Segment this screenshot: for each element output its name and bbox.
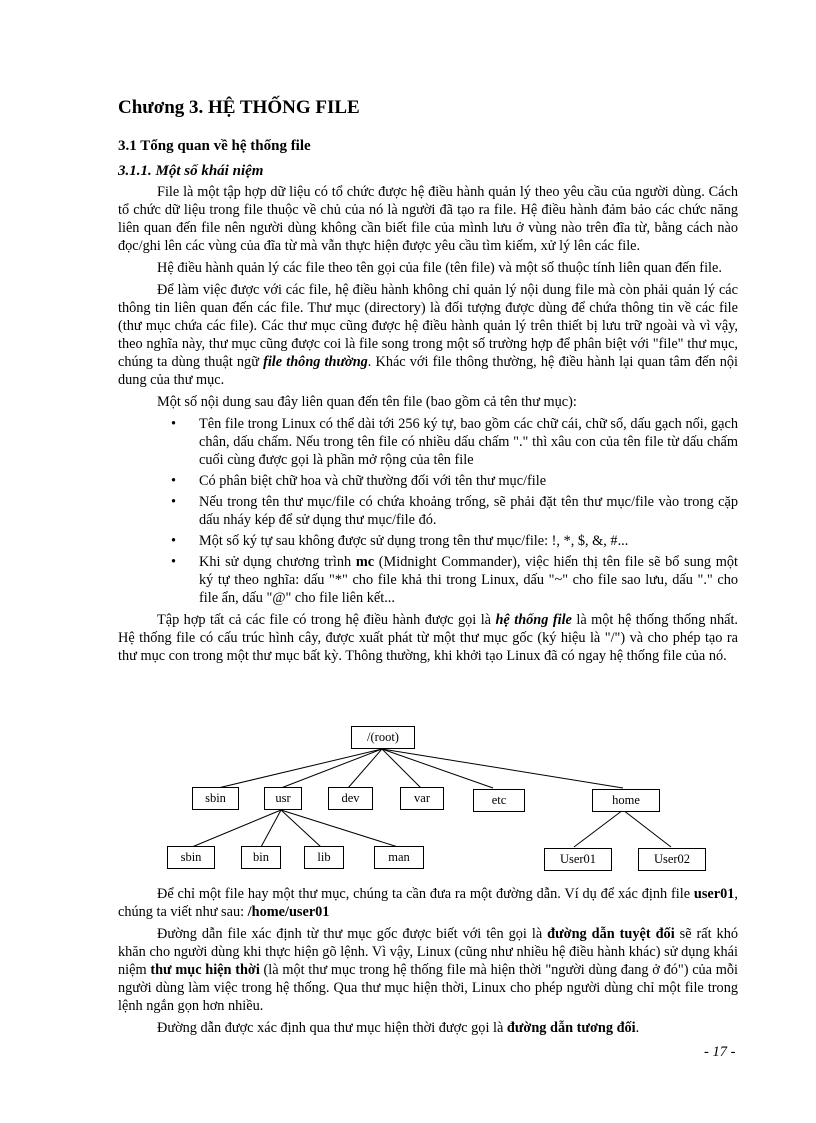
paragraph-text: . Khác với file thông thường, hệ điều hành lại quan tâm đến nội dung của thư mục.	[118, 354, 738, 388]
connector-line	[623, 810, 671, 847]
body-text-continued	[118, 885, 738, 1041]
paragraph	[118, 925, 738, 1015]
term-user01: user01	[693, 886, 735, 902]
paragraph-text: .	[635, 1020, 640, 1036]
tree-node: var	[400, 787, 444, 810]
tree-node: lib	[304, 846, 344, 869]
connector-line	[281, 810, 398, 847]
term-he-thong-file: hệ thống file	[495, 612, 572, 628]
term-thu-muc-hien-thoi: thư mục hiện thời	[150, 962, 260, 978]
connector-line	[218, 749, 382, 788]
list-item-text: Một số ký tự sau không được sử dụng trong tên thư mục/file: !, *, $, &, #...	[199, 533, 629, 549]
tree-node: dev	[328, 787, 373, 810]
term-duong-dan-tuong-doi: đường dẫn tương đối	[506, 1020, 636, 1036]
list-item-text: Khi sử dụng chương trình	[199, 554, 356, 570]
list-item-text: Nếu trong tên thư mục/file có chứa khoảng trống, sẽ phải đặt tên thư mục/file vào trong cặp dấu nháy kép để sử dụng thư mục/file đó.	[199, 494, 738, 528]
term-mc: mc	[355, 554, 375, 570]
paragraph	[118, 885, 738, 921]
paragraph	[118, 1019, 738, 1037]
connector-line	[382, 749, 623, 788]
term-file-thong-thuong: file thông thường	[263, 354, 368, 370]
paragraph: Hệ điều hành quản lý các file theo tên gọi của file (tên file) và một số thuộc tính liên quan đến file.	[157, 260, 722, 276]
tree-node: usr	[264, 787, 302, 810]
bullet-icon: •	[171, 473, 177, 489]
paragraph-text: , chúng ta viết như sau:	[118, 886, 738, 920]
list-item-text: Tên file trong Linux có thể dài tới 256 ký tự, bao gồm các chữ cái, chữ số, dấu gạch nối, gạch chân, dấu chấm. Nếu trong tên file có nhiều dấu chấm "." thì xâu con của tên file từ dấu chấm cuối cùng được gọi là phần mở rộng của tên file	[199, 416, 738, 468]
list-item-text: Có phân biệt chữ hoa và chữ thường đối với tên thư mục/file	[199, 473, 547, 489]
connector-line	[281, 810, 321, 847]
page-number: - 17 -	[704, 1044, 736, 1060]
tree-node: etc	[473, 789, 525, 812]
connector-line	[261, 810, 281, 847]
paragraph-text: Đường dẫn được xác định qua thư mục hiện thời được gọi là	[157, 1020, 507, 1036]
body-text	[118, 183, 738, 669]
tree-node-root: /(root)	[351, 726, 415, 749]
connector-line	[281, 749, 382, 788]
tree-node: sbin	[167, 846, 215, 869]
paragraph-text: Để làm việc được với các file, hệ điều hành không chỉ quản lý nội dung file mà còn phải quản lý các thông tin liên quan đến các file. Thư mục (directory) là đối tượng được dùng để chứa thông tin về các file (thư mục chứa các file). Các thư mục cũng được hệ điều hành quản lý trên thiết bị lưu trữ ngoài và vì vậy, theo nghĩa này, thư mục cũng được coi là file song trong một số trường hợp để phân biệt với "file" thư mục, chúng ta dùng thuật ngữ	[118, 282, 738, 370]
list-item	[171, 472, 738, 490]
tree-node: man	[374, 846, 424, 869]
bullet-icon: •	[171, 494, 177, 510]
subsection-title: 3.1.1. Một số khái niệm	[118, 163, 264, 179]
paragraph-text: Đường dẫn file xác định từ thư mục gốc được biết với tên gọi là	[157, 926, 548, 942]
paragraph	[118, 611, 738, 665]
list-item	[171, 553, 738, 607]
list-item	[171, 532, 738, 550]
paragraph: File là một tập hợp dữ liệu có tổ chức được hệ điều hành quản lý theo yêu cầu của người dùng. Cách tổ chức dữ liệu trong file thuộc về chủ của nó là người đã tạo ra file. Hệ điều hành đảm bảo các chức năng liên quan đến file nên người dùng không cần biết file của mình lưu ở vùng nào trên đĩa từ, bằng cách nào đọc/ghi lên các vùng của đĩa từ mà vẫn thực hiện được yêu cầu tìm kiếm, xử lý lên các file.	[118, 184, 738, 254]
connector-line	[574, 810, 623, 847]
paragraph-text: (là một thư mục trong hệ thống file mà hiện thời "người dùng đang ở đó") của mỗi người dùng làm việc trong hệ thống. Qua thư mục hiện thời, Linux cho phép người dùng chỉ một file trong lệnh ngắn gọn hơn nhiều.	[118, 962, 738, 1014]
tree-node: sbin	[192, 787, 239, 810]
paragraph	[118, 281, 738, 389]
connector-line	[382, 749, 493, 788]
paragraph-text: sẽ rất khó khăn cho người dùng khi thực hiện gõ lệnh. Vì vậy, Linux (cũng như nhiều hệ điều hành khác) sử dụng khái niệm	[118, 926, 738, 978]
bullet-icon: •	[171, 533, 177, 549]
connector-line	[348, 749, 382, 788]
list-item	[171, 415, 738, 469]
bullet-list	[118, 415, 738, 607]
bullet-icon: •	[171, 416, 177, 432]
tree-node: home	[592, 789, 660, 812]
paragraph-text: là một hệ thống thống nhất. Hệ thống file có cấu trúc hình cây, được xuất phát từ một thư mục gốc (ký hiệu là "/") và cho phép tạo ra thư mục con trong một thư mục bất kỳ. Thông thường, khi khởi tạo Linux đã có ngay hệ thống file của nó.	[118, 612, 739, 664]
tree-node: User01	[544, 848, 612, 871]
paragraph-text: Để chỉ một file hay một thư mục, chúng ta cần đưa ra một đường dẫn. Ví dụ để xác định file	[157, 886, 694, 902]
list-item	[171, 493, 738, 529]
chapter-title: Chương 3. HỆ THỐNG FILE	[118, 97, 360, 118]
tree-node: User02	[638, 848, 706, 871]
example-path: /home/user01	[247, 904, 330, 920]
term-duong-dan-tuyet-doi: đường dẫn tuyệt đối	[547, 926, 675, 942]
list-item-text: (Midnight Commander), việc hiển thị tên file sẽ bổ sung một ký tự theo nghĩa: dấu "*" cho file khả thi trong Linux, dấu "~" cho file sao lưu, dấu "." cho file ẩn, dấu "@" cho file liên kết...	[199, 554, 738, 606]
section-title: 3.1 Tổng quan về hệ thống file	[118, 138, 311, 154]
paragraph-text: Tập hợp tất cả các file có trong hệ điều hành được gọi là	[157, 612, 496, 628]
tree-node: bin	[241, 846, 281, 869]
paragraph: Một số nội dung sau đây liên quan đến tên file (bao gồm cả tên thư mục):	[157, 394, 577, 410]
directory-tree-diagram	[118, 722, 738, 878]
connector-line	[192, 810, 281, 847]
bullet-icon: •	[171, 554, 177, 570]
